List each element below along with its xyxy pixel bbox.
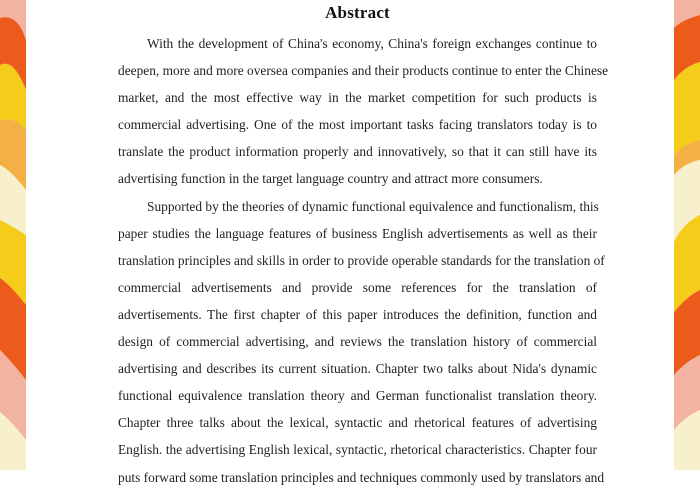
- paragraph-1: [118, 30, 609, 193]
- text-line: design of commercial advertising, and reviews the translation history of commercial: [118, 334, 597, 350]
- text-line: English. the advertising English lexical, syntactic, rhetorical characteristics. Chapter four: [118, 442, 597, 458]
- abstract-body: [118, 30, 609, 491]
- document-page: [118, 0, 609, 485]
- abstract-heading: Abstract: [325, 3, 390, 22]
- text-line: functional equivalence translation theory and German functionalist translation theory.: [118, 388, 597, 404]
- text-line: deepen, more and more oversea companies and their products continue to enter the Chinese: [118, 63, 609, 79]
- text-line: With the development of China's economy, China's foreign exchanges continue to: [147, 36, 597, 51]
- text-line: advertisements. The first chapter of this paper introduces the definition, function and: [118, 306, 597, 322]
- wavy-stripes-right: [674, 0, 700, 470]
- text-line: paper studies the language features of business English advertisements as well as their: [118, 225, 597, 241]
- wavy-stripes-left: [0, 0, 26, 470]
- right-decorative-border: [674, 0, 700, 470]
- text-line: Chapter three talks about the lexical, syntactic and rhetorical features of advertising: [118, 415, 597, 431]
- text-line: advertising and describes its current situation. Chapter two talks about Nida's dynamic: [118, 361, 597, 377]
- text-line: Supported by the theories of dynamic functional equivalence and functionalism, this: [147, 198, 599, 214]
- text-line: translate the product information properly and innovatively, so that it can still have its: [118, 144, 597, 160]
- text-line: market, and the most effective way in the market competition for such products is: [118, 90, 597, 106]
- left-decorative-border: [0, 0, 26, 470]
- text-line: commercial advertisements and provide some references for the translation of: [118, 279, 597, 295]
- text-line: translation principles and skills in order to provide operable standards for the translation of: [118, 252, 605, 268]
- text-line: commercial advertising. One of the most important tasks facing translators today is to: [118, 117, 597, 133]
- text-line: puts forward some translation principles and techniques commonly used by translators and: [118, 469, 605, 485]
- text-line: advertising function in the target language country and attract more consumers.: [118, 171, 543, 187]
- paragraph-2: [118, 193, 605, 491]
